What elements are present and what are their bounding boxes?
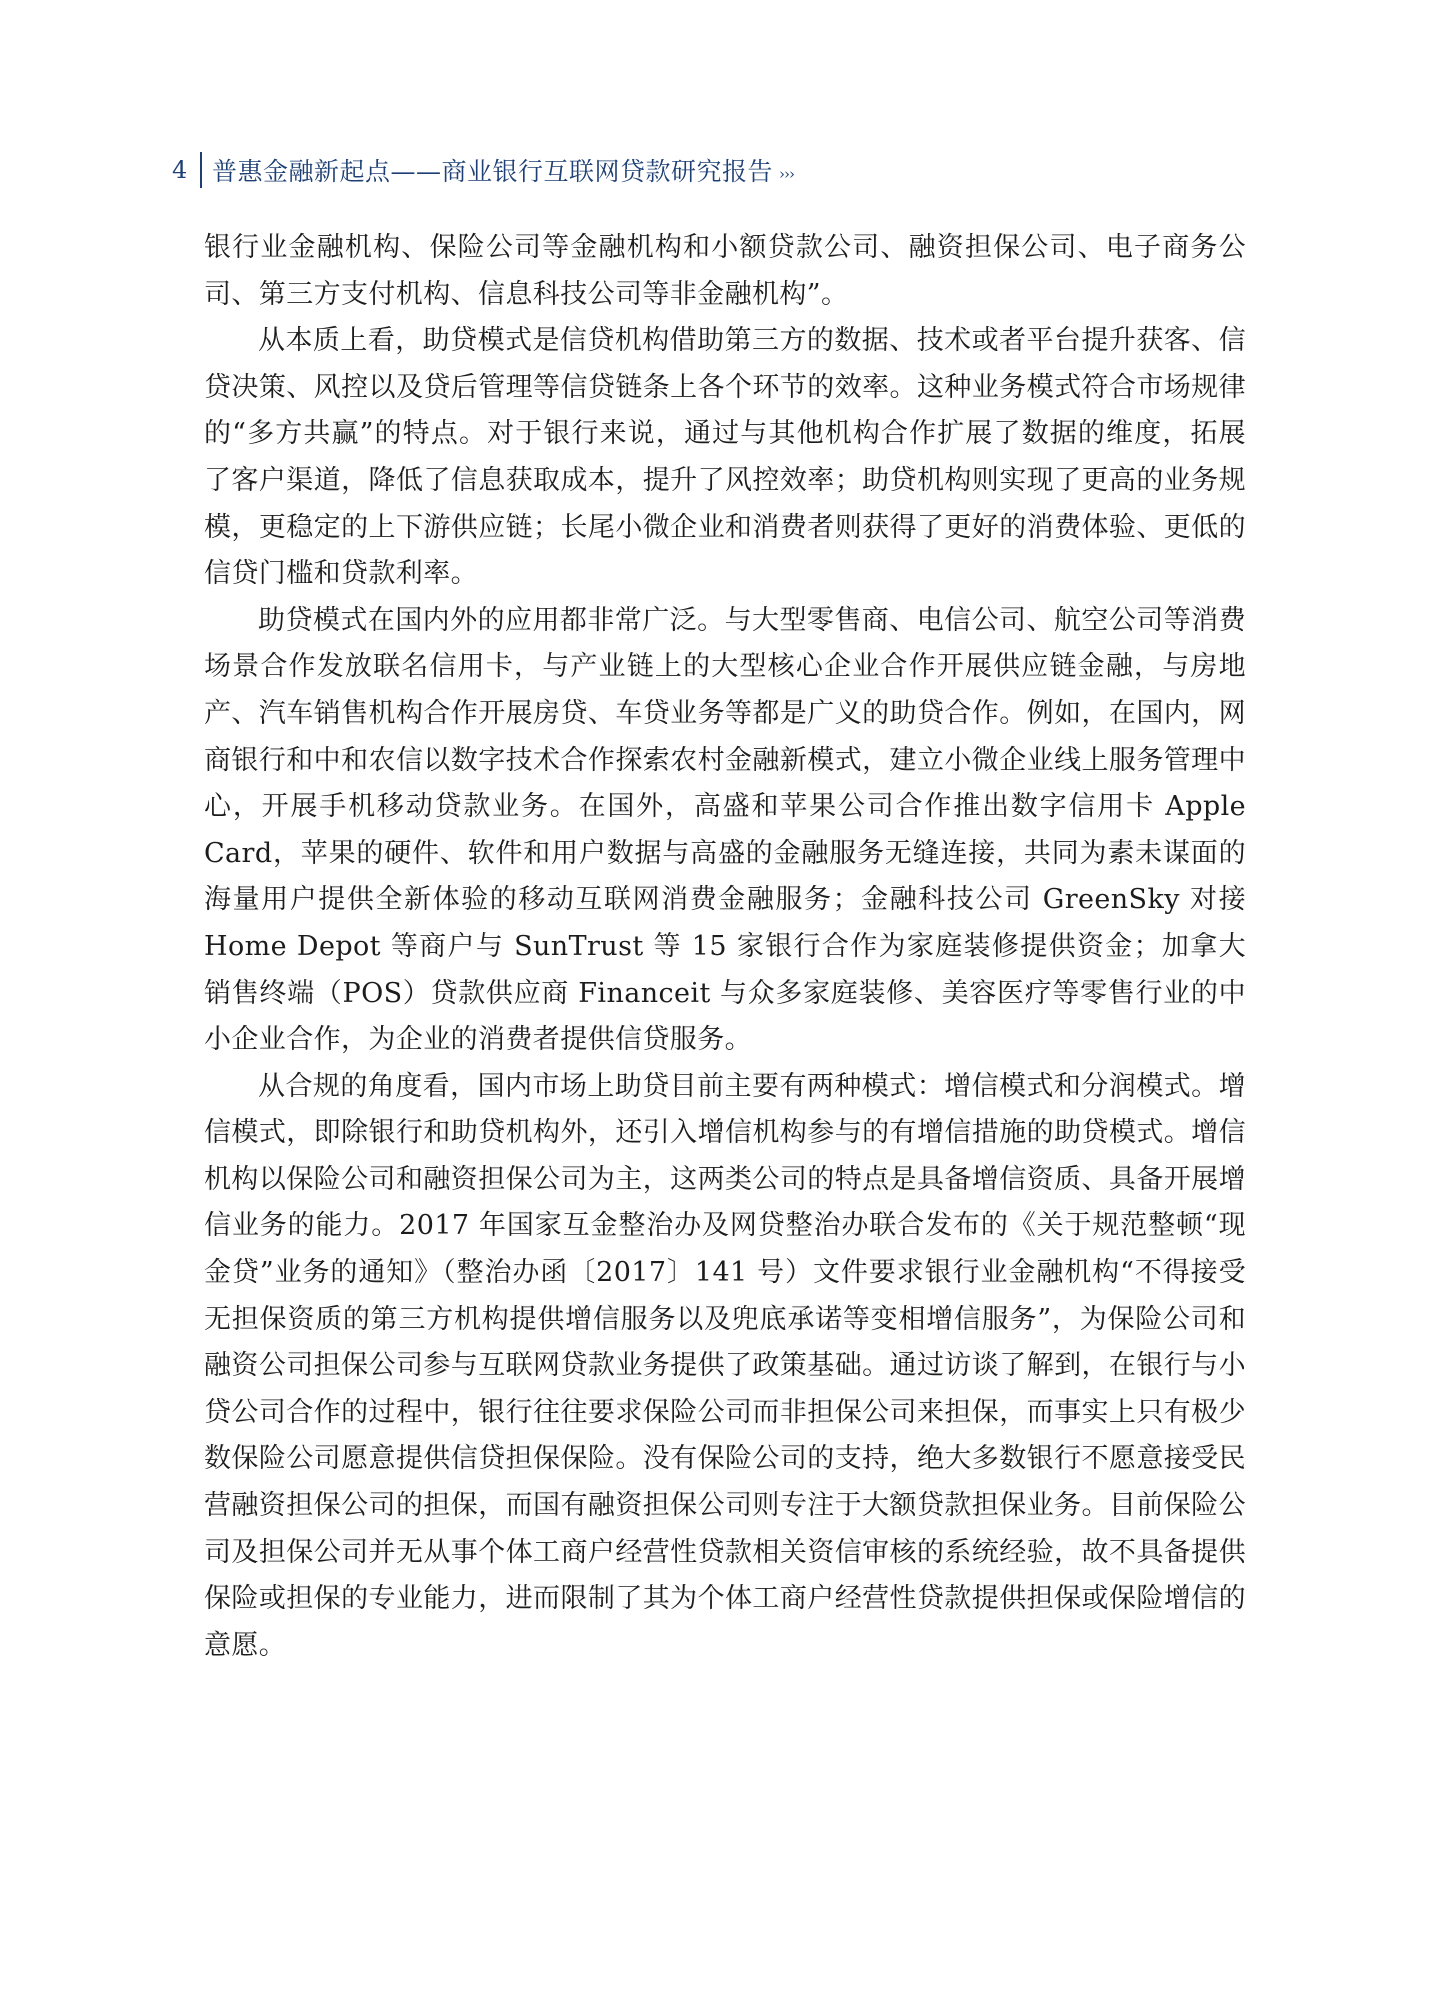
page-header bbox=[172, 150, 794, 190]
page-number: 4 bbox=[172, 156, 188, 184]
body-text bbox=[204, 225, 1246, 1669]
paragraph: 从合规的角度看，国内市场上助贷目前主要有两种模式：增信模式和分润模式。增信模式，即除银行和助贷机构外，还引入增信机构参与的有增信措施的助贷模式。增信机构以保险公司和融资担保公司为主，这两类公司的特点是具备增信资质、具备开展增信业务的能力。2017 年国家互金整治办及网贷整治办联合发布的《关于规范整顿“现金贷”业务的通知》（整治办函〔2017〕141 号）文件要求银行业金融机构“不得接受无担保资质的第三方机构提供增信服务以及兜底承诺等变相增信服务”，为保险公司和融资公司担保公司参与互联网贷款业务提供了政策基础。通过访谈了解到，在银行与小贷公司合作的过程中，银行往往要求保险公司而非担保公司来担保，而事实上只有极少数保险公司愿意提供信贷担保保险。没有保险公司的支持，绝大多数银行不愿意接受民营融资担保公司的担保，而国有融资担保公司则专注于大额贷款担保业务。目前保险公司及担保公司并无从事个体工商户经营性贷款相关资信审核的系统经验，故不具备提供保险或担保的专业能力，进而限制了其为个体工商户经营性贷款提供担保或保险增信的意愿。 bbox=[204, 1070, 1246, 1661]
chevron-right-icon: ››› bbox=[779, 165, 795, 183]
header-divider bbox=[200, 152, 202, 188]
paragraph: 助贷模式在国内外的应用都非常广泛。与大型零售商、电信公司、航空公司等消费场景合作发放联名信用卡，与产业链上的大型核心企业合作开展供应链金融，与房地产、汽车销售机构合作开展房贷、车贷业务等都是广义的助贷合作。例如，在国内，网商银行和中和农信以数字技术合作探索农村金融新模式，建立小微企业线上服务管理中心，开展手机移动贷款业务。在国外，高盛和苹果公司合作推出数字信用卡 Apple Card，苹果的硬件、软件和用户数据与高盛的金融服务无缝连接，共同为素未谋面的海量用户提供全新体验的移动互联网消费金融服务；金融科技公司 GreenSky 对接 Home Depot 等商户与 SunTrust 等 15 家银行合作为家庭装修提供资金；加拿大销售终端（POS）贷款供应商 Financeit 与众多家庭装修、美容医疗等零售行业的中小企业合作，为企业的消费者提供信贷服务。 bbox=[204, 604, 1246, 1056]
paragraph: 从本质上看，助贷模式是信贷机构借助第三方的数据、技术或者平台提升获客、信贷决策、风控以及贷后管理等信贷链条上各个环节的效率。这种业务模式符合市场规律的“多方共赢”的特点。对于银行来说，通过与其他机构合作扩展了数据的维度，拓展了客户渠道，降低了信息获取成本，提升了风控效率；助贷机构则实现了更高的业务规模，更稳定的上下游供应链；长尾小微企业和消费者则获得了更好的消费体验、更低的信贷门槛和贷款利率。 bbox=[204, 325, 1246, 590]
running-title: 普惠金融新起点——商业银行互联网贷款研究报告 bbox=[212, 157, 774, 186]
paragraph-continued: 银行业金融机构、保险公司等金融机构和小额贷款公司、融资担保公司、电子商务公司、第三方支付机构、信息科技公司等非金融机构”。 bbox=[204, 232, 1246, 310]
